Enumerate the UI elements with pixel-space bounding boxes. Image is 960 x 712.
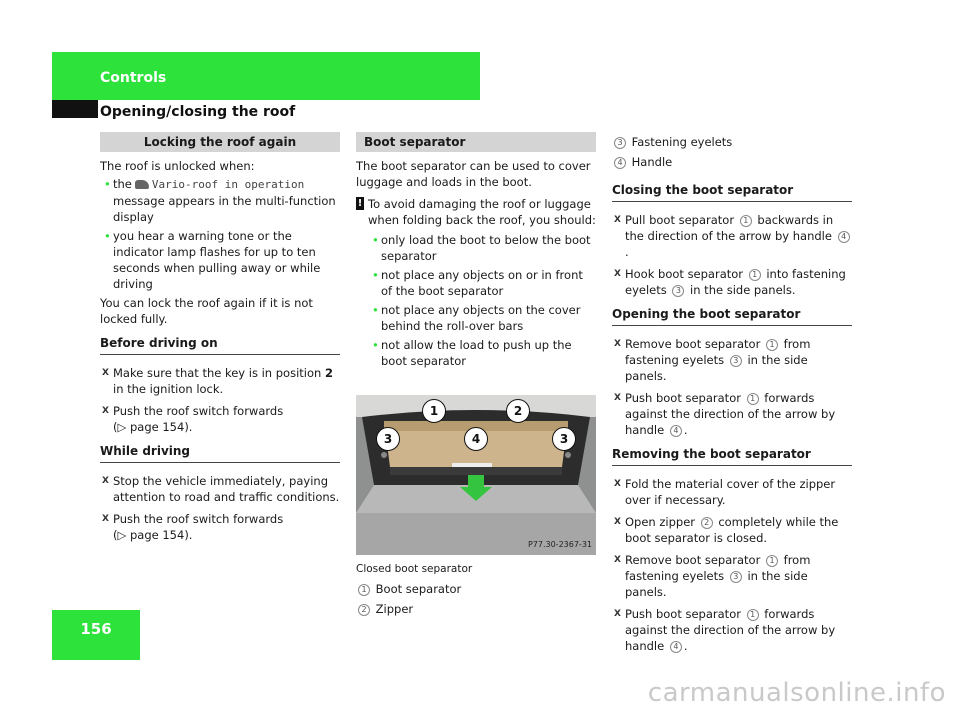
number-badge: 1 (358, 584, 370, 596)
callout-marker: 4 (464, 427, 488, 451)
car-icon (135, 180, 149, 189)
boot-illustration (356, 395, 596, 555)
number-badge: 2 (701, 517, 713, 529)
number-badge: 3 (614, 137, 626, 149)
legend-item: 2 Zipper (356, 601, 596, 617)
number-badge: 4 (670, 425, 682, 437)
photo-caption: Closed boot separator (356, 563, 473, 575)
step-item: X Stop the vehicle immediately, paying attention to road and traffic conditions. (100, 473, 340, 505)
legend-item: 1 Boot separator (356, 581, 596, 597)
step-item: X Hook boot separator 1 into fastening eyelets 3 in the side panels. (612, 266, 852, 298)
step-item: X Pull boot separator 1 backwards in the direction of the arrow by handle 4. (612, 212, 852, 260)
step-item: X Push the roof switch forwards (▷ page 154). (100, 403, 340, 435)
boot-photo (356, 395, 596, 555)
number-badge: 3 (672, 285, 684, 297)
warning-icon: ! (357, 198, 363, 209)
list-item: • the Vario-roof in operation message appears in the multi-function display (100, 176, 340, 225)
page-number-box (52, 610, 140, 660)
heading-before-driving: Before driving on (100, 335, 340, 355)
number-badge: 3 (730, 355, 742, 367)
number-badge: 4 (614, 157, 626, 169)
step-item: X Open zipper 2 completely while the boot separator is closed. (612, 514, 852, 546)
heading-locking-roof: Locking the roof again (100, 132, 340, 152)
step-item: X Remove boot separator 1 from fastening eyelets 3 in the side panels. (612, 552, 852, 600)
header-accent (52, 100, 98, 118)
list-item: • you hear a warning tone or the indicator lamp flashes for up to ten seconds when pulling away or while driving (100, 228, 340, 292)
warning-block: ! To avoid damaging the roof or luggage when folding back the roof, you should: (357, 197, 596, 227)
heading-boot-separator: Boot separator (356, 132, 596, 152)
note-text: You can lock the roof again if it is not locked fully. (100, 296, 313, 326)
number-badge: 1 (747, 609, 759, 621)
number-badge: 1 (747, 393, 759, 405)
number-badge: 4 (838, 231, 850, 243)
number-badge: 1 (740, 215, 752, 227)
step-item: X Make sure that the key is in position 2 in the ignition lock. (100, 365, 340, 397)
step-item: X Push boot separator 1 forwards against the direction of the arrow by handle 4 . (612, 606, 852, 654)
step-item: X Fold the material cover of the zipper over if necessary. (612, 476, 852, 508)
callout-marker: 3 (552, 427, 576, 451)
number-badge: 1 (766, 555, 778, 567)
step-item: X Remove boot separator 1 from fastening eyelets 3 in the side panels. (612, 336, 852, 384)
page-number: 156 (80, 620, 112, 638)
heading-while-driving: While driving (100, 443, 340, 463)
column-1 (100, 132, 340, 549)
display-message: Vario-roof in operation (151, 178, 305, 191)
intro-text: The boot separator can be used to cover luggage and loads in the boot. (356, 159, 591, 189)
heading-removing: Removing the boot separator (612, 446, 852, 466)
step-item: X Push the roof switch forwards (▷ page 154). (100, 511, 340, 543)
photo-code: P77.30-2367-31 (527, 540, 592, 549)
number-badge: 2 (358, 604, 370, 616)
column-2 (356, 132, 596, 621)
number-badge: 3 (730, 571, 742, 583)
list-item: • only load the boot to below the boot separator (356, 232, 596, 264)
page-reference-link[interactable]: (▷ page 154). (113, 528, 193, 542)
page-reference-link[interactable]: (▷ page 154). (113, 420, 193, 434)
callout-marker: 2 (506, 399, 530, 423)
intro-text: The roof is unlocked when: (100, 159, 255, 173)
list-item: • not place any objects on the cover behind the roll-over bars (356, 302, 596, 334)
number-badge: 1 (749, 269, 761, 281)
step-item: X Push boot separator 1 forwards against the direction of the arrow by handle 4 . (612, 390, 852, 438)
heading-closing: Closing the boot separator (612, 182, 852, 202)
callout-marker: 3 (376, 427, 400, 451)
number-badge: 4 (670, 641, 682, 653)
section-title: Controls (100, 70, 167, 86)
column-3 (612, 134, 852, 660)
watermark-text: carmanualsonline.info (647, 678, 946, 708)
page-title: Opening/closing the roof (100, 104, 296, 120)
list-item: • not allow the load to push up the boot separator (356, 337, 596, 369)
callout-marker: 1 (422, 399, 446, 423)
list-item: • not place any objects on or in front of the boot separator (356, 267, 596, 299)
number-badge: 1 (766, 339, 778, 351)
legend-item: 3 Fastening eyelets (612, 134, 852, 150)
heading-opening: Opening the boot separator (612, 306, 852, 326)
legend-item: 4 Handle (612, 154, 852, 170)
